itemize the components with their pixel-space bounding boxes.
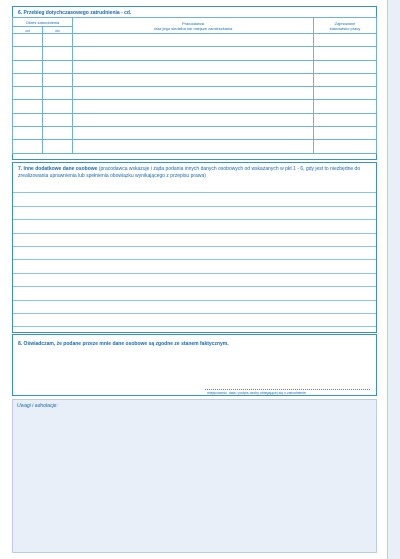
cell-position[interactable] [314,87,377,100]
cell-position[interactable] [314,113,377,126]
cell-to[interactable] [43,127,73,140]
table-row [13,60,377,73]
cell-to[interactable] [43,34,73,47]
section-8-statement [12,334,377,396]
col-position-label-1: Zajmowane [334,20,356,26]
section-8-text: 8. Oświadczam, że podane przeze mnie dane osobowe są zgodne ze stanem faktycznym. [18,341,229,347]
cell-to[interactable] [43,47,73,60]
cell-position[interactable] [314,60,377,73]
cell-employer[interactable] [73,60,314,73]
notes-area[interactable] [12,399,377,553]
col-employer-label-1: Pracodawca [181,20,204,26]
cell-to[interactable] [43,60,73,73]
cell-from[interactable] [13,73,43,86]
cell-employer[interactable] [73,73,314,86]
entry-line[interactable] [13,287,376,300]
table-row [13,127,377,140]
cell-position[interactable] [314,34,377,47]
page-edge-strip [387,0,400,559]
section-7-title [18,166,373,179]
cell-to[interactable] [43,100,73,113]
entry-line[interactable] [13,274,376,287]
cell-employer[interactable] [73,87,314,100]
section-6-title: 6. Przebieg dotychczasowego zatrudnienia - cd. [18,10,132,16]
cell-employer[interactable] [73,47,314,60]
col-employer-label-2: oraz jego siedziba lub miejsce zamieszkania [153,25,233,31]
entry-line[interactable] [13,234,376,247]
section-7-additional-data [12,162,377,333]
cell-employer[interactable] [73,140,314,153]
cell-position[interactable] [314,73,377,86]
entry-line[interactable] [13,220,376,233]
col-employer-header [73,18,314,34]
cell-to[interactable] [43,87,73,100]
section-7-title-bold: 7. Inne dodatkowe dane osobowe [18,166,98,172]
entry-line[interactable] [13,314,376,327]
cell-from[interactable] [13,47,43,60]
cell-position[interactable] [314,47,377,60]
section-7-title-desc: (pracodawca wskazuje i żąda podania innych danych osobowych od wskazanych w pkt 1 - 6, gdy jest to niezbędne do zrealizowania uprawnienia lub spełnienia obowiązku wynikającego z przepisu prawa) [18,166,361,179]
entry-line[interactable] [13,193,376,206]
cell-from[interactable] [13,34,43,47]
cell-employer[interactable] [73,127,314,140]
cell-to[interactable] [43,73,73,86]
cell-from[interactable] [13,113,43,126]
cell-employer[interactable] [73,113,314,126]
employment-table [12,17,377,154]
section-7-lines [13,180,376,341]
cell-from[interactable] [13,127,43,140]
cell-employer[interactable] [73,100,314,113]
cell-from[interactable] [13,100,43,113]
cell-to[interactable] [43,140,73,153]
table-row [13,140,377,153]
table-row [13,100,377,113]
col-period-header: Okres zatrudnienia [13,18,73,27]
entry-line[interactable] [13,207,376,220]
table-row [13,34,377,47]
cell-to[interactable] [43,113,73,126]
table-row [13,73,377,86]
cell-position[interactable] [314,100,377,113]
cell-position[interactable] [314,140,377,153]
col-to-header: do [43,27,73,34]
table-row [13,113,377,126]
cell-from[interactable] [13,140,43,153]
cell-from[interactable] [13,60,43,73]
col-position-header [314,18,377,34]
table-row [13,47,377,60]
entry-line[interactable] [13,180,376,193]
cell-from[interactable] [13,87,43,100]
col-from-header: od [13,27,43,34]
entry-line[interactable] [13,247,376,260]
col-position-label-2: stanowisko pracy [329,25,361,31]
entry-line[interactable] [13,301,376,314]
entry-line[interactable] [13,260,376,273]
cell-employer[interactable] [73,34,314,47]
table-row [13,87,377,100]
notes-label: Uwagi i adnotacje: [17,403,58,409]
signature-caption: miejscowość, data i podpis osoby ubiegającej się o zatrudnienie [207,391,307,395]
signature-line[interactable] [205,389,370,390]
cell-position[interactable] [314,127,377,140]
section-6-employment-history [12,6,377,160]
